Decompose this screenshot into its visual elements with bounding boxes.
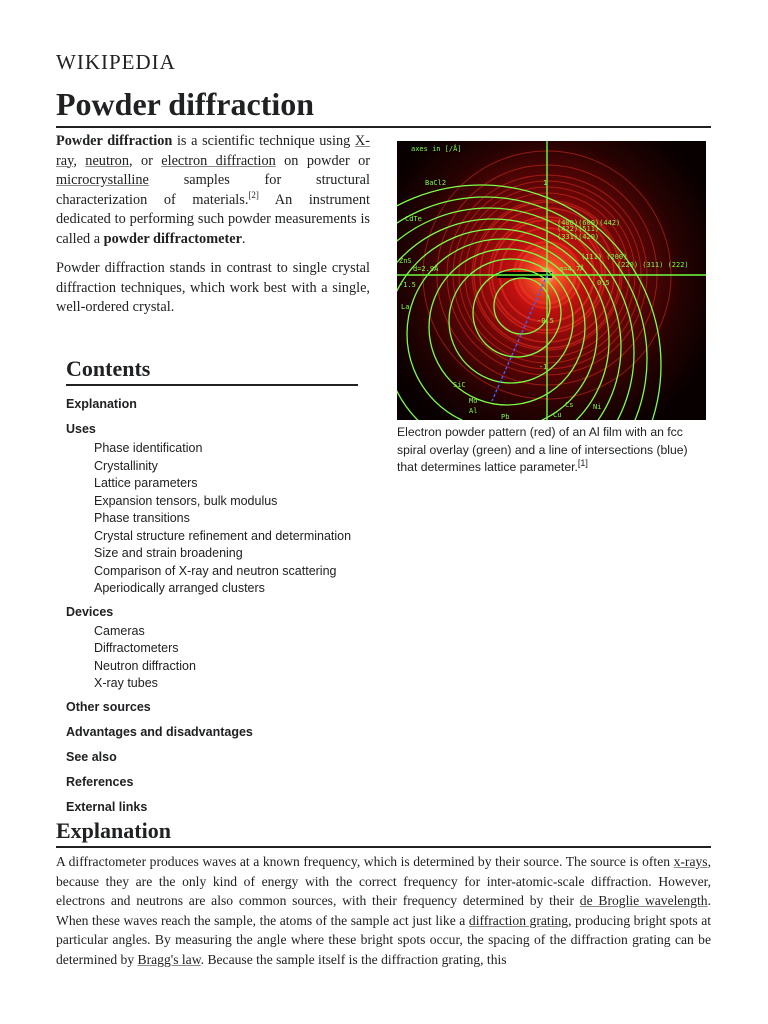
text: A diffractometer produces waves at a known frequency, which is determined by their source. The source is often — [56, 854, 674, 869]
toc-group — [66, 747, 358, 768]
label-neg-half: -0.5 — [537, 317, 554, 325]
text: . — [241, 230, 246, 247]
label-idx3: (331)(420) — [557, 233, 600, 241]
toc-item[interactable]: Advantages and disadvantages — [66, 724, 253, 739]
link-de-broglie-wavelength[interactable]: de Broglie wavelength — [579, 893, 708, 909]
toc-subitem[interactable]: Cameras — [94, 623, 145, 638]
bold-term-2: powder diffractometer — [103, 230, 242, 247]
text: , producing bright spots at particular angles. By measuring the angle where these bright spots occur, the spacing of the diffraction grating can be determined by — [56, 912, 712, 967]
toc-subitem[interactable]: Size and strain broadening — [94, 546, 243, 560]
toc-item[interactable]: References — [66, 774, 134, 789]
toc-group — [66, 602, 358, 693]
label-zns: ZnS — [399, 257, 412, 265]
text: . Because the sample itself is the diffraction grating, this — [200, 951, 507, 967]
toc-subitem[interactable]: Phase transitions — [94, 511, 190, 525]
toc-group — [66, 722, 358, 743]
toc-group — [66, 419, 358, 598]
toc-subitem[interactable]: Comparison of X-ray and neutron scattering — [94, 563, 337, 578]
link-x-rays[interactable]: x-rays — [673, 854, 708, 869]
diffraction-image[interactable] — [397, 141, 706, 420]
label-one: 1 — [543, 179, 548, 187]
intro-paragraph-1 — [56, 132, 370, 249]
toc-subitem[interactable]: Neutron diffraction — [94, 658, 196, 673]
toc-group — [66, 772, 358, 793]
label-idx5: (400)(600)(442) — [557, 219, 621, 227]
toc-group — [66, 394, 358, 415]
label-idx2: (220) (311) (222) — [617, 261, 689, 269]
text: An instrument dedicated to performing such powder measurements is called a — [56, 191, 370, 247]
wikipedia-logo[interactable]: WIKIPEDIA — [56, 50, 176, 74]
toc-list — [66, 394, 358, 818]
label-neg-one-five: -1.5 — [399, 281, 416, 289]
text: , — [73, 152, 86, 169]
toc-item[interactable]: Devices — [66, 604, 114, 619]
toc-item[interactable]: Explanation — [66, 397, 137, 411]
label-d1: d=2.9Å — [413, 265, 439, 273]
toc-subitem[interactable]: Aperiodically arranged clusters — [94, 581, 265, 595]
toc-subitem[interactable]: Lattice parameters — [94, 476, 198, 490]
toc-group — [66, 797, 358, 818]
toc-subitem[interactable]: Expansion tensors, bulk modulus — [94, 493, 278, 508]
label-axes: axes in [/Å] — [411, 145, 462, 153]
text: is a scientific technique using — [172, 133, 355, 149]
caption-text: Electron powder pattern (red) of an Al film with an fcc spiral overlay (green) and a line of intersections (blue) that determines lattice parameter. — [397, 425, 688, 474]
toc-item[interactable]: Other sources — [66, 699, 151, 714]
label-mo: Mo — [469, 397, 478, 405]
toc-title: Contents — [66, 356, 358, 386]
label-cdte: CdTe — [405, 215, 422, 223]
link-x-ray[interactable]: X-ray — [56, 133, 370, 169]
label-la: La — [401, 303, 410, 311]
link-neutron[interactable]: neutron — [85, 152, 129, 169]
caption-reference[interactable]: [1] — [577, 457, 588, 468]
label-half: 0.5 — [597, 279, 610, 287]
text: , because they are the only kind of energy with the correct frequency for inter-atomic-scale diffraction. However, electrons and neutrons are also common sources, with their frequency determined by their — [56, 854, 711, 909]
link-electron-diffraction[interactable]: electron diffraction — [161, 152, 276, 169]
label-d2: a=4.7Å — [559, 265, 585, 273]
label-ni: Ni — [593, 403, 602, 411]
text: samples for structural characterization of materials. — [56, 172, 370, 208]
text: on powder or — [275, 152, 371, 169]
page-title: Powder diffraction — [56, 82, 711, 128]
link-diffraction-grating[interactable]: diffraction grating — [468, 912, 569, 928]
toc-item[interactable]: Uses — [66, 422, 96, 436]
toc-subitem[interactable]: X-ray tubes — [94, 676, 158, 690]
link-braggs-law[interactable]: Bragg's law — [137, 951, 201, 967]
toc-item[interactable]: External links — [66, 799, 148, 814]
label-idx4: (422)(511) — [557, 225, 600, 233]
label-bacl2: BaCl2 — [425, 179, 447, 187]
label-al: Al — [469, 407, 478, 415]
intro-paragraph-2: Powder diffraction stands in contrast to single crystal diffraction techniques, which work best with a single, well-ordered crystal. — [56, 260, 370, 315]
section-heading-explanation: Explanation — [56, 818, 711, 848]
label-neg-one: -1 — [539, 363, 548, 371]
toc-subitem[interactable]: Diffractometers — [94, 641, 179, 655]
figure-caption — [397, 424, 706, 477]
link-microcrystalline[interactable]: microcrystalline — [56, 172, 149, 188]
label-pb: Pb — [501, 413, 510, 420]
table-of-contents — [66, 356, 358, 822]
figure — [397, 141, 706, 477]
explanation-paragraph — [56, 852, 711, 970]
text: , or — [128, 152, 162, 169]
intro — [56, 132, 370, 328]
label-sic: SiC — [453, 381, 466, 389]
toc-subitem[interactable]: Crystal structure refinement and determination — [94, 528, 352, 543]
toc-group — [66, 697, 358, 718]
toc-subitem[interactable]: Crystallinity — [94, 458, 158, 473]
bold-term: Powder diffraction — [56, 133, 173, 149]
label-cu: Cu — [553, 411, 562, 419]
reference-2[interactable]: [2] — [248, 189, 259, 200]
text: . When these waves reach the sample, the atoms of the sample act just like a — [56, 893, 711, 928]
label-cs: Cs — [565, 401, 574, 409]
label-idx1: (111) (200) — [581, 253, 628, 261]
toc-subitem[interactable]: Phase identification — [94, 441, 203, 455]
toc-item[interactable]: See also — [66, 749, 117, 764]
